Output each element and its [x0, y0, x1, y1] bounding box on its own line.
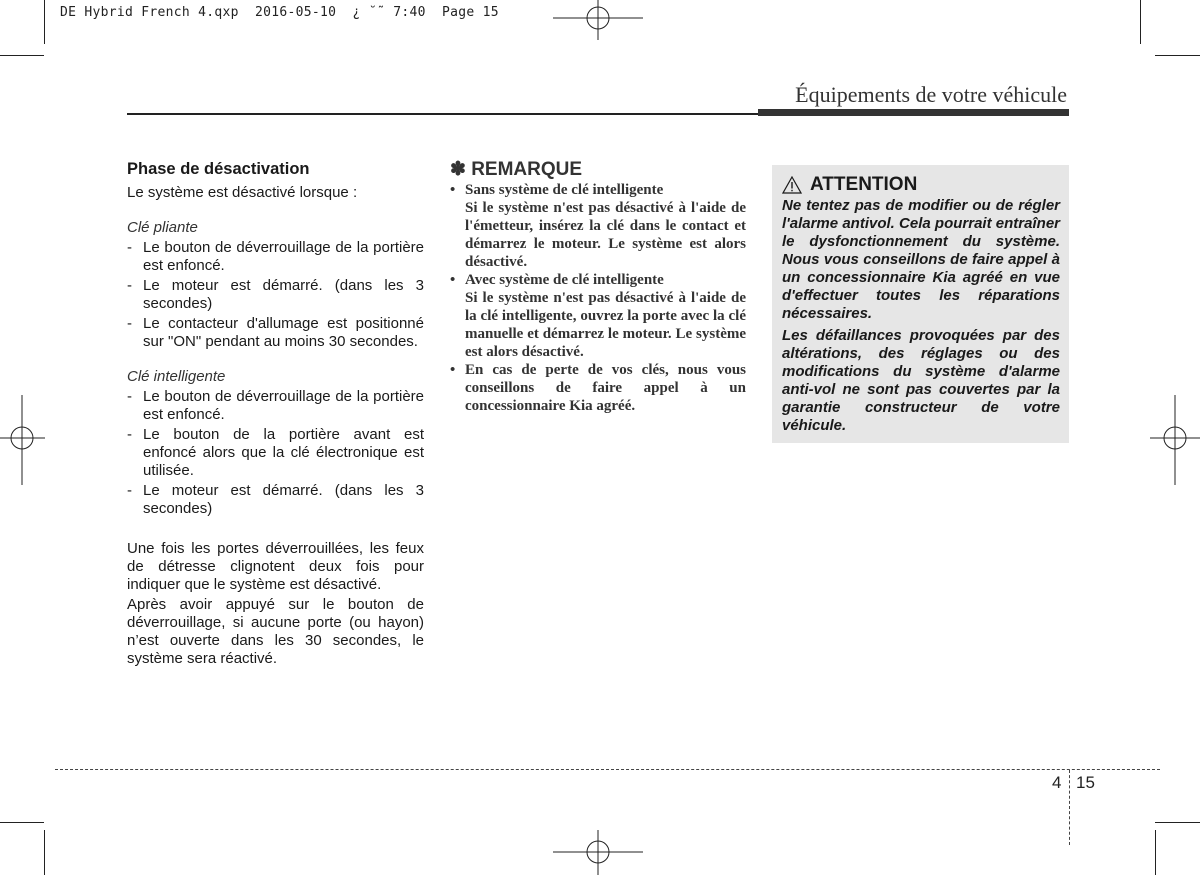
note-list [450, 181, 746, 415]
crop-mark [44, 830, 45, 875]
note-item-title: • Sans système de clé intelligente [465, 182, 664, 198]
page-number: 15 [1076, 773, 1095, 792]
folding-key-list [127, 239, 424, 351]
registration-mark-icon [0, 395, 45, 485]
chapter-number: 4 [1052, 773, 1062, 792]
deactivation-intro: Le système est désactivé lorsque : [127, 184, 358, 201]
caution-paragraph: Les défaillances provoquées par des altérations, des réglages ou des modifications du système d'alarme anti-vol ne sont pas couvertes par la garantie constructeur de votre véhicule. [782, 327, 1060, 434]
list-item: - Le bouton de déverrouillage de la portière est enfoncé. [127, 239, 424, 275]
footer-dashed-rule [55, 769, 1160, 770]
registration-mark-icon [553, 0, 643, 40]
note-star-icon: ✽ [450, 159, 466, 180]
smart-key-subheading: Clé intelligente [127, 368, 226, 385]
note-item-title: • Avec système de clé intelligente [465, 272, 664, 288]
caution-box [772, 165, 1069, 443]
note-item [450, 181, 746, 271]
registration-mark-icon [1150, 395, 1200, 485]
footer-dashed-divider [1069, 770, 1070, 845]
header-rule [127, 113, 759, 115]
crop-mark [1155, 822, 1200, 823]
note-section [450, 158, 746, 415]
note-item-text: Si le système n'est pas désactivé à l'aide de la clé intelligente, ouvrez la porte avec la clé manuelle et démarrez le moteur. Le système est alors désactivé. [465, 290, 746, 360]
smart-key-list [127, 388, 424, 518]
crop-mark [44, 0, 45, 44]
registration-mark-icon [553, 830, 643, 875]
list-item: - Le contacteur d'allumage est positionné sur "ON" pendant au moins 30 secondes. [127, 315, 424, 351]
crop-mark [1155, 55, 1200, 56]
note-title: REMARQUE [471, 159, 583, 180]
list-item: - Le moteur est démarré. (dans les 3 secondes) [127, 277, 424, 313]
print-slug: DE Hybrid French 4.qxp 2016-05-10 ¿ ˘˜ 7:40 Page 15 [60, 5, 499, 20]
note-item [450, 271, 746, 361]
note-item-text: • En cas de perte de vos clés, nous vous conseillons de faire appel à un concessionnaire Kia agréé. [465, 362, 746, 414]
folding-key-subheading: Clé pliante [127, 219, 198, 236]
section-title: Équipements de votre véhicule [795, 82, 1067, 107]
rearm-paragraph: Après avoir appuyé sur le bouton de déverrouillage, si aucune porte (ou hayon) n’est ouverte dans les 30 secondes, le système sera réactivé. [127, 596, 424, 667]
deactivation-heading: Phase de désactivation [127, 160, 310, 178]
header-rule-thick [758, 109, 1069, 116]
crop-mark [0, 55, 44, 56]
note-item [450, 361, 746, 415]
list-item: - Le bouton de déverrouillage de la portière est enfoncé. [127, 388, 424, 424]
caution-heading [782, 174, 1060, 196]
crop-mark [0, 822, 44, 823]
note-heading [450, 158, 746, 181]
caution-title: ATTENTION [810, 174, 918, 195]
hazard-lights-paragraph: Une fois les portes déverrouillées, les feux de détresse clignotent deux fois pour indiquer que le système est désactivé. [127, 540, 424, 593]
crop-mark [1140, 0, 1141, 44]
warning-triangle-icon [782, 176, 802, 194]
note-item-text: Si le système n'est pas désactivé à l'aide de l'émetteur, insérez la clé dans le contact et démarrez le moteur. Le système est alors désactivé. [465, 200, 746, 270]
deactivation-section [127, 160, 424, 668]
list-item: - Le bouton de la portière avant est enfoncé alors que la clé électronique est utilisée. [127, 426, 424, 480]
crop-mark [1155, 830, 1156, 875]
caution-paragraph: Ne tentez pas de modifier ou de régler l'alarme antivol. Cela pourrait entraîner le dysfonctionnement du système. Nous vous conseillons de faire appel à un concessionnaire Kia agréé en vue d'effectuer toutes les réparations nécessaires. [782, 197, 1060, 322]
list-item: - Le moteur est démarré. (dans les 3 secondes) [127, 482, 424, 518]
